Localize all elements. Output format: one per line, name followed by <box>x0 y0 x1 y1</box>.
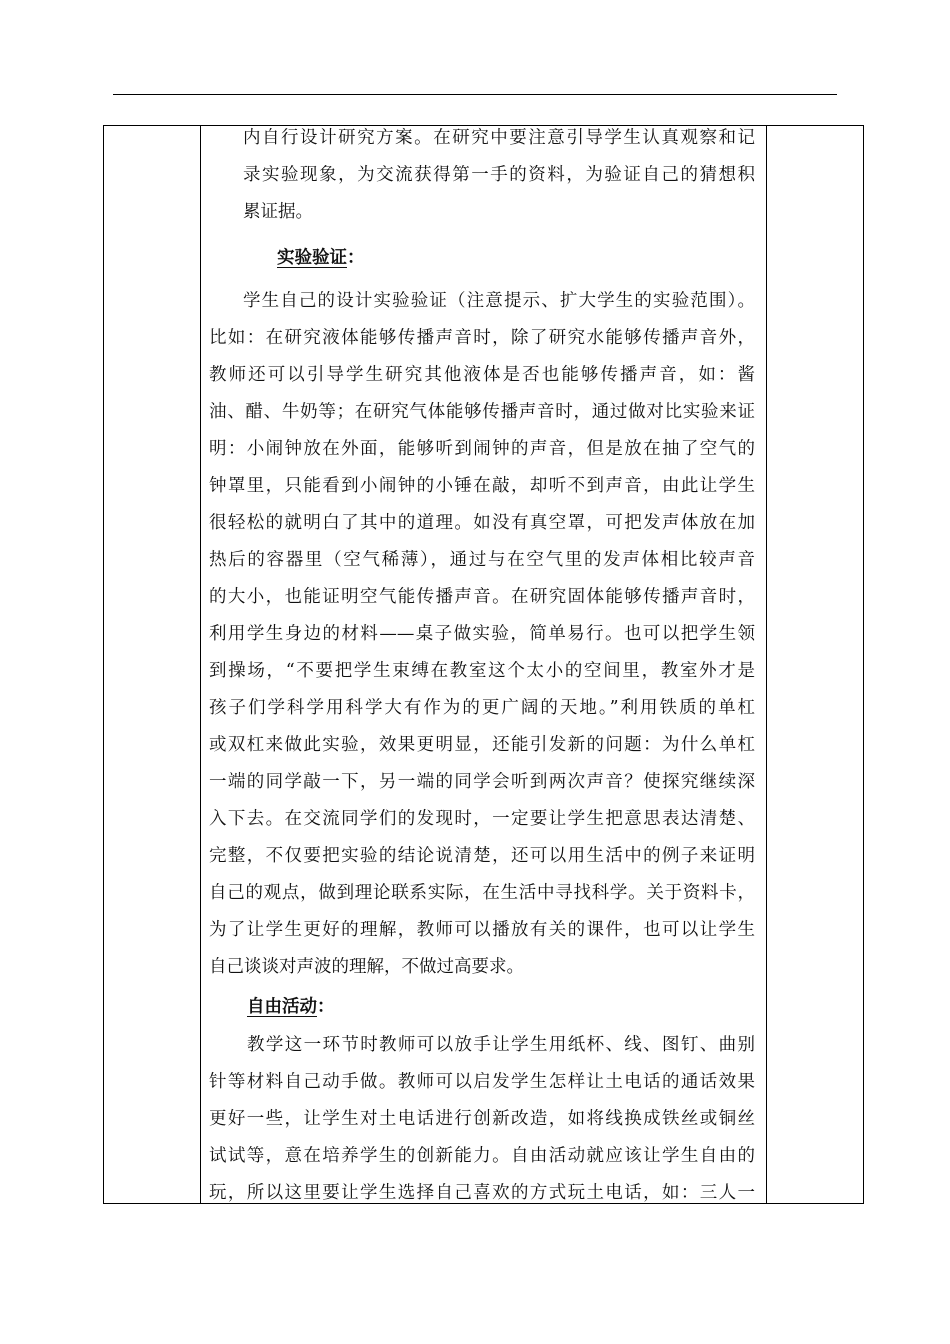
header-rule <box>113 94 837 95</box>
intro-line: 内自行设计研究方案。在研究中要注意引导学生认真观察和记 <box>243 128 755 148</box>
section-heading-experiment-suffix: ： <box>347 248 365 268</box>
paragraph-line: 玩，所以这里要让学生选择自己喜欢的方式玩土电话，如：三人一 <box>209 1183 755 1203</box>
table-right-cell <box>767 126 863 1203</box>
paragraph-line: 更好一些，让学生对土电话进行创新改造，如将线换成铁丝或铜丝 <box>209 1109 755 1129</box>
table-column-divider-left <box>200 126 201 1203</box>
paragraph-line: 教师还可以引导学生研究其他液体是否也能够传播声音，如：酱 <box>209 365 755 385</box>
paragraph-line: 很轻松的就明白了其中的道理。如没有真空罩，可把发声体放在加 <box>209 513 755 533</box>
paragraph-line: 孩子们学科学用科学大有作为的更广阔的天地。”利用铁质的单杠 <box>209 698 755 718</box>
paragraph-line: 油、醋、牛奶等；在研究气体能够传播声音时，通过做对比实验来证 <box>209 402 755 422</box>
paragraph-line: 的大小，也能证明空气能传播声音。在研究固体能够传播声音时， <box>209 587 755 607</box>
paragraph-line: 自己的观点，做到理论联系实际，在生活中寻找科学。关于资料卡， <box>209 883 755 903</box>
paragraph-line: 钟罩里，只能看到小闹钟的小锤在敲，却听不到声音，由此让学生 <box>209 476 755 496</box>
paragraph-line: 一端的同学敲一下，另一端的同学会听到两次声音？使探究继续深 <box>209 772 755 792</box>
paragraph-line: 完整，不仅要把实验的结论说清楚，还可以用生活中的例子来证明 <box>209 846 755 866</box>
paragraph-line: 利用学生身边的材料——桌子做实验，简单易行。也可以把学生领 <box>209 624 755 644</box>
paragraph-line: 试试等，意在培养学生的创新能力。自由活动就应该让学生自由的 <box>209 1146 755 1166</box>
intro-line: 录实验现象，为交流获得第一手的资料，为验证自己的猜想积 <box>243 165 755 185</box>
section-heading-free-activity <box>247 989 335 1026</box>
section-heading-experiment-title: 实验验证 <box>277 248 347 268</box>
section-heading-free-activity-title: 自由活动 <box>247 997 317 1017</box>
lesson-table <box>103 125 864 1204</box>
paragraph-line: 学生自己的设计实验验证（注意提示、扩大学生的实验范围）。 <box>243 291 755 311</box>
paragraph-line: 热后的容器里（空气稀薄），通过与在空气里的发声体相比较声音 <box>209 550 755 570</box>
paragraph-line: 针等材料自己动手做。教师可以启发学生怎样让土电话的通话效果 <box>209 1072 755 1092</box>
paragraph-line: 或双杠来做此实验，效果更明显，还能引发新的问题：为什么单杠 <box>209 735 755 755</box>
paragraph-line: 到操场，“不要把学生束缚在教室这个太小的空间里，教室外才是 <box>209 661 755 681</box>
section-heading-experiment <box>277 240 365 277</box>
paragraph-line: 为了让学生更好的理解，教师可以播放有关的课件，也可以让学生 <box>209 920 755 940</box>
paragraph-line: 教学这一环节时教师可以放手让学生用纸杯、线、图钉、曲别 <box>247 1035 755 1055</box>
paragraph-line: 入下去。在交流同学们的发现时，一定要让学生把意思表达清楚、 <box>209 809 755 829</box>
table-left-cell <box>104 126 200 1203</box>
paragraph-line: 明：小闹钟放在外面，能够听到闹钟的声音，但是放在抽了空气的 <box>209 439 755 459</box>
section-heading-free-activity-suffix: ： <box>317 997 335 1017</box>
intro-line: 累证据。 <box>243 202 313 222</box>
paragraph-line: 自己谈谈对声波的理解，不做过高要求。 <box>209 957 524 977</box>
paragraph-line: 比如：在研究液体能够传播声音时，除了研究水能够传播声音外， <box>209 328 755 348</box>
